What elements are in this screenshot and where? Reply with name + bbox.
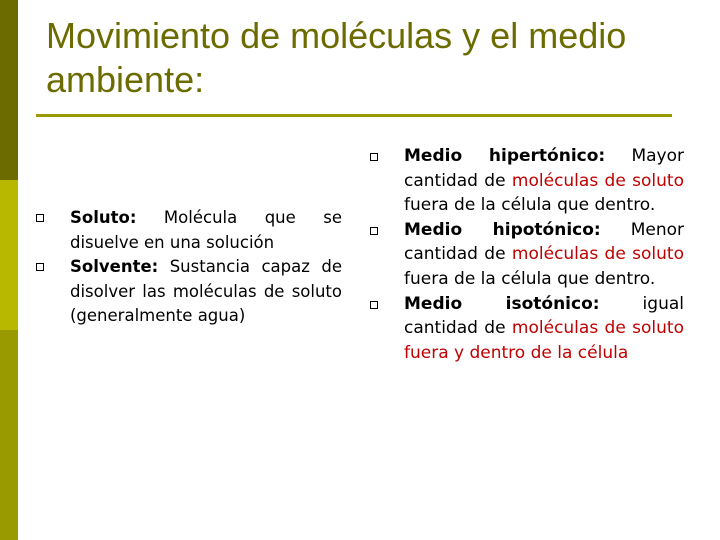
slide-title: Movimiento de moléculas y el medio ambiente: [46,15,627,100]
definition-solvente: Sustancia capaz de disolver las moléculas de soluto (generalmente agua) [70,257,342,326]
right-bullet-list [370,144,684,365]
accent-bar-top [0,0,18,180]
bullet-square-icon [370,227,378,235]
bullet-square-icon [370,301,378,309]
list-item-hipertonico [370,144,684,218]
highlight-hipertonico: moléculas de soluto [511,170,684,191]
highlight-isotonico: moléculas de soluto fuera y dentro de la célula [404,318,684,363]
term-soluto: Soluto: [70,208,137,227]
bullet-square-icon [36,214,44,222]
left-bullet-list [36,206,342,329]
definition-hipertonico-start: Mayor cantidad de [404,146,684,191]
accent-bar-middle [0,180,18,330]
term-solvente: Solvente: [70,257,159,277]
list-item-soluto [36,206,342,255]
term-hipotonico: Medio hipotónico: [404,219,601,240]
term-hipertonico: Medio hipertónico: [404,146,606,166]
bullet-square-icon [36,263,44,271]
title-divider [36,114,672,117]
list-item-hipotonico [370,218,684,292]
definition-soluto: Molécula que se disuelve en una solución [70,208,342,252]
definition-isotonico-start: igual cantidad de [404,293,684,339]
list-item-solvente [36,255,342,329]
definition-hipertonico-end: fuera de la célula que dentro. [404,195,656,216]
highlight-hipotonico: moléculas de soluto [511,244,684,265]
list-item-isotonico [370,292,684,366]
accent-bar-bottom [0,330,18,540]
definition-hipotonico-end: fuera de la célula que dentro. [404,268,656,289]
definition-hipotonico-start: Menor cantidad de [404,219,684,265]
bullet-square-icon [370,153,378,161]
term-isotonico: Medio isotónico: [404,293,600,314]
